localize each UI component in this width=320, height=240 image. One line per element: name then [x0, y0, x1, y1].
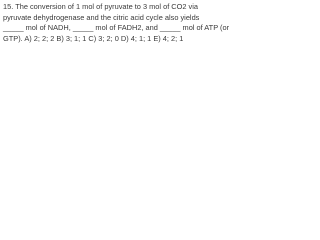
question-line: pyruvate dehydrogenase and the citric acid cycle also yields [3, 12, 200, 22]
question-card [0, 0, 262, 59]
question-text [3, 2, 259, 44]
question-line: _____ mol of NADH, _____ mol of FADH2, and _____ mol of ATP (or [3, 23, 230, 33]
question-line: 15. The conversion of 1 mol of pyruvate to 3 mol of CO2 via [3, 2, 198, 11]
question-line: GTP). A) 2; 2; 2 B) 3; 1; 1 C) 3; 2; 0 D) 4; 1; 1 E) 4; 2; 1 [3, 33, 184, 43]
